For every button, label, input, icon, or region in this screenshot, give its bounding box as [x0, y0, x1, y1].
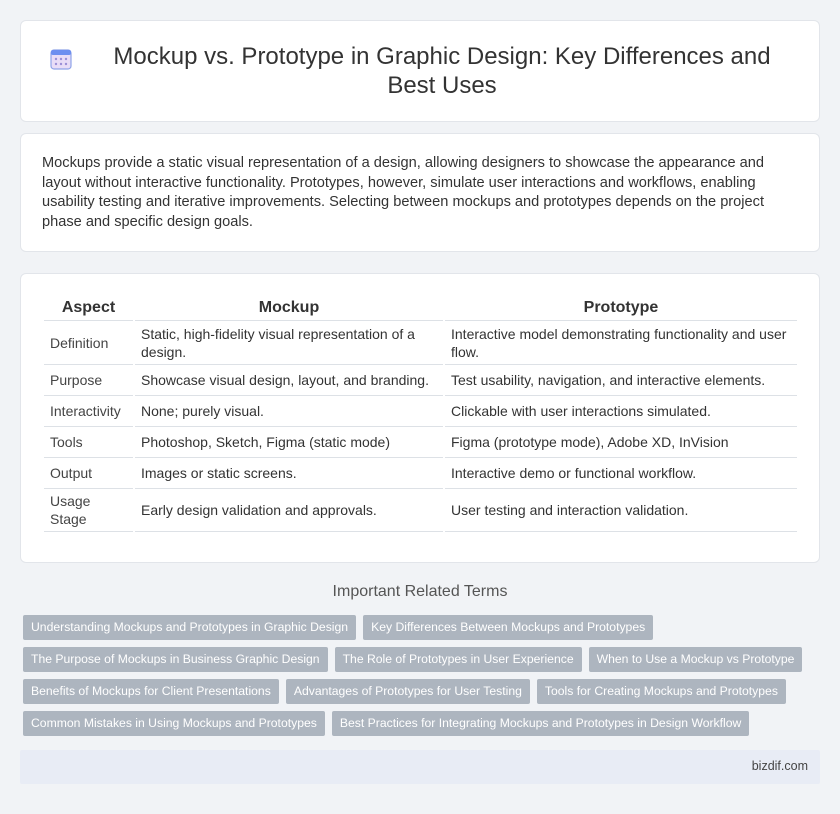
footer [20, 750, 820, 784]
intro-card [20, 133, 820, 252]
table-header-row [44, 295, 797, 320]
cell-prototype: Clickable with user interactions simulated. [445, 395, 797, 426]
cell-prototype: Test usability, navigation, and interactive elements. [445, 364, 797, 395]
header-card [20, 20, 820, 122]
cell-aspect: Interactivity [44, 395, 133, 426]
tag-row [23, 711, 756, 736]
related-term-link[interactable]: When to Use a Mockup vs Prototype [589, 647, 803, 672]
cell-mockup: Showcase visual design, layout, and branding. [135, 364, 443, 395]
cell-aspect: Usage Stage [44, 488, 133, 532]
cell-mockup: Images or static screens. [135, 457, 443, 488]
related-term-link[interactable]: Common Mistakes in Using Mockups and Prototypes [23, 711, 325, 736]
cell-aspect: Tools [44, 426, 133, 457]
tag-row [23, 679, 793, 704]
cell-prototype: User testing and interaction validation. [445, 488, 797, 532]
header-prototype: Prototype [583, 299, 659, 316]
cell-prototype: Interactive demo or functional workflow. [445, 457, 797, 488]
cell-mockup: Static, high-fidelity visual representation of a design. [135, 320, 443, 364]
table-row [44, 364, 797, 395]
cell-mockup: None; purely visual. [135, 395, 443, 426]
footer-site-name: bizdif.com [751, 759, 808, 773]
related-term-link[interactable]: Benefits of Mockups for Client Presentations [23, 679, 279, 704]
cell-aspect: Purpose [44, 364, 133, 395]
related-term-link[interactable]: Key Differences Between Mockups and Prototypes [363, 615, 653, 640]
related-term-link[interactable]: Tools for Creating Mockups and Prototypes [537, 679, 786, 704]
related-terms-heading: Important Related Terms [332, 583, 508, 600]
related-term-link[interactable]: Advantages of Prototypes for User Testing [286, 679, 530, 704]
table-row [44, 320, 797, 364]
cell-mockup: Photoshop, Sketch, Figma (static mode) [135, 426, 443, 457]
table-row [44, 457, 797, 488]
tag-row [23, 647, 809, 672]
cell-aspect: Definition [44, 320, 133, 364]
related-term-link[interactable]: The Role of Prototypes in User Experience [335, 647, 582, 672]
comparison-table-card [20, 273, 820, 563]
page-title: Mockup vs. Prototype in Graphic Design: Key Differences and Best Uses [113, 43, 771, 99]
related-term-link[interactable]: Understanding Mockups and Prototypes in Graphic Design [23, 615, 356, 640]
tag-row [23, 615, 660, 640]
table-row [44, 488, 797, 532]
header-mockup: Mockup [258, 299, 320, 316]
table-row [44, 426, 797, 457]
comparison-table [42, 295, 799, 532]
header-aspect: Aspect [61, 299, 116, 316]
related-term-link[interactable]: The Purpose of Mockups in Business Graphic Design [23, 647, 328, 672]
table-row [44, 395, 797, 426]
intro-paragraph: Mockups provide a static visual representation of a design, allowing designers to showcase the appearance and layout without interactive functionality. Prototypes, however, simulate user interactions and workflows, enabling usability testing and iterative improvements. Selecting between mockups and prototypes depends on the project phase and specific design goals. [42, 155, 765, 230]
cell-prototype: Interactive model demonstrating functionality and user flow. [445, 320, 797, 364]
related-term-link[interactable]: Best Practices for Integrating Mockups and Prototypes in Design Workflow [332, 711, 749, 736]
cell-prototype: Figma (prototype mode), Adobe XD, InVision [445, 426, 797, 457]
cell-aspect: Output [44, 457, 133, 488]
cell-mockup: Early design validation and approvals. [135, 488, 443, 532]
